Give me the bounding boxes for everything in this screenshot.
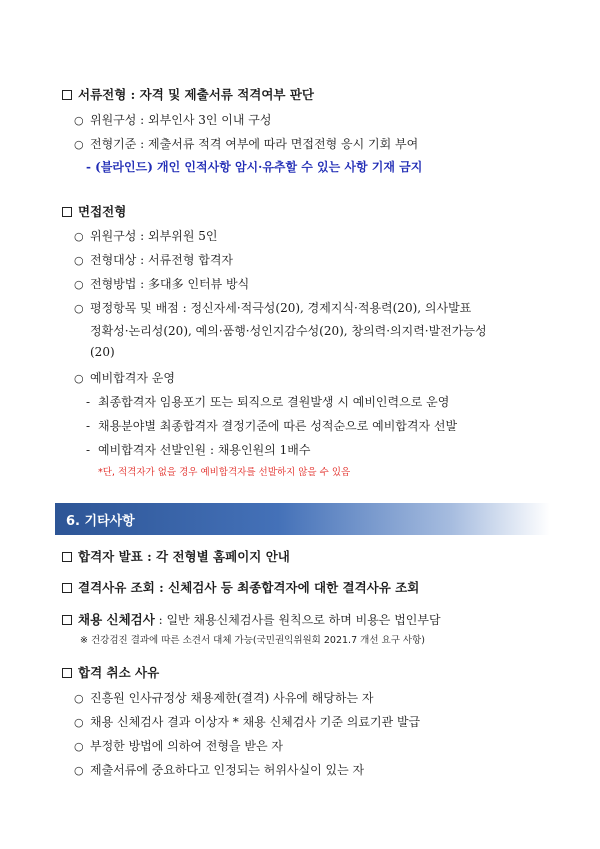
list-item: [74, 111, 271, 128]
circle-bullet-icon: ○: [74, 254, 84, 267]
checkbox-square-icon: [62, 583, 72, 593]
circle-bullet-icon: ○: [74, 230, 84, 243]
item-text: 평정항목 및 배점 : 정신자세·적극성(20), 경제지식·적용력(20), 의사발표: [90, 301, 472, 315]
banner-title: 6. 기타사항: [66, 514, 135, 529]
list-item: [74, 737, 283, 754]
item-text: 제출서류에 중요하다고 인정되는 허위사실이 있는 자: [90, 763, 365, 777]
circle-bullet-icon: ○: [74, 740, 84, 753]
list-item: [74, 275, 249, 292]
list-item: [74, 135, 418, 152]
circle-bullet-icon: ○: [74, 372, 84, 385]
item-text: 진흥원 인사규정상 채용제한(결격) 사유에 해당하는 자: [90, 691, 374, 705]
list-item-reserve: [74, 369, 175, 386]
circle-bullet-icon: ○: [74, 716, 84, 729]
heading-text: 서류전형 : 자격 및 제출서류 적격여부 판단: [78, 87, 315, 102]
item-text: 위원구성 : 외부위원 5인: [90, 229, 218, 243]
heading-text-rest: : 일반 채용신체검사를 원칙으로 하며 비용은 법인부담: [154, 613, 441, 627]
checkbox-square-icon: [62, 207, 72, 217]
blind-notice: - (블라인드) 개인 인적사항 암시·유추할 수 있는 사항 기재 금지: [86, 160, 423, 174]
list-item-evaluation: [74, 299, 471, 316]
evaluation-continued: 정확성·논리성(20), 예의·품행·성인지감수성(20), 창의력·의지력·발전가능성: [90, 324, 487, 338]
reserve-exception-note: *단, 적격자가 없을 경우 예비합격자를 선발하지 않을 수 있음: [98, 467, 351, 478]
circle-bullet-icon: ○: [74, 764, 84, 777]
health-check-note: ※ 건강검진 결과에 따른 소견서 대체 가능(국민권익위원회 2021.7 개선 요구 사항): [80, 635, 425, 646]
section-heading-cancellation: [62, 663, 159, 681]
item-text: 채용 신체검사 결과 이상자 * 채용 신체검사 기준 의료기관 발급: [90, 715, 421, 729]
list-item: [74, 227, 217, 244]
heading-text: 합격 취소 사유: [78, 665, 160, 680]
dash-bullet: -: [86, 419, 91, 433]
sub-item: [86, 417, 457, 434]
list-item: [74, 689, 373, 706]
item-text: 전형대상 : 서류전형 합격자: [90, 253, 233, 267]
sub-item-text: 최종합격자 임용포기 또는 퇴직으로 결원발생 시 예비인력으로 운영: [98, 395, 450, 409]
list-item: [74, 761, 364, 778]
circle-bullet-icon: ○: [74, 692, 84, 705]
heading-text: 결격사유 조회 : 신체검사 등 최종합격자에 대한 결격사유 조회: [78, 580, 420, 595]
dash-bullet: -: [86, 443, 91, 457]
sub-item: [86, 441, 310, 458]
checkbox-square-icon: [62, 615, 72, 625]
circle-bullet-icon: ○: [74, 138, 84, 151]
section-heading-disqualification-inquiry: [62, 578, 419, 596]
checkbox-square-icon: [62, 90, 72, 100]
list-item: [74, 251, 233, 268]
section-heading-health-check: [62, 610, 441, 628]
circle-bullet-icon: ○: [74, 302, 84, 315]
item-text: 전형기준 : 제출서류 적격 여부에 따라 면접전형 응시 기회 부여: [90, 137, 419, 151]
heading-text-bold: 채용 신체검사: [78, 612, 155, 627]
section-banner: [55, 503, 550, 535]
circle-bullet-icon: ○: [74, 114, 84, 127]
section-heading-announcement: [62, 547, 290, 565]
item-text: 위원구성 : 외부인사 3인 이내 구성: [90, 113, 272, 127]
sub-item: [86, 393, 449, 410]
checkbox-square-icon: [62, 552, 72, 562]
section-heading-document-screening: [62, 85, 314, 103]
circle-bullet-icon: ○: [74, 278, 84, 291]
item-text: 부정한 방법에 의하여 전형을 받은 자: [90, 739, 283, 753]
section-heading-interview: [62, 202, 126, 220]
heading-text: 면접전형: [78, 204, 127, 219]
dash-bullet: -: [86, 395, 91, 409]
list-item: [74, 713, 420, 730]
evaluation-continued: (20): [90, 345, 115, 359]
item-text: 예비합격자 운영: [90, 371, 175, 385]
sub-item-text: 예비합격자 선발인원 : 채용인원의 1배수: [98, 443, 311, 457]
item-text: 전형방법 : 多대多 인터뷰 방식: [90, 277, 250, 291]
sub-item-text: 채용분야별 최종합격자 결정기준에 따른 성적순으로 예비합격자 선발: [98, 419, 458, 433]
heading-text: 합격자 발표 : 각 전형별 홈페이지 안내: [78, 549, 290, 564]
checkbox-square-icon: [62, 668, 72, 678]
